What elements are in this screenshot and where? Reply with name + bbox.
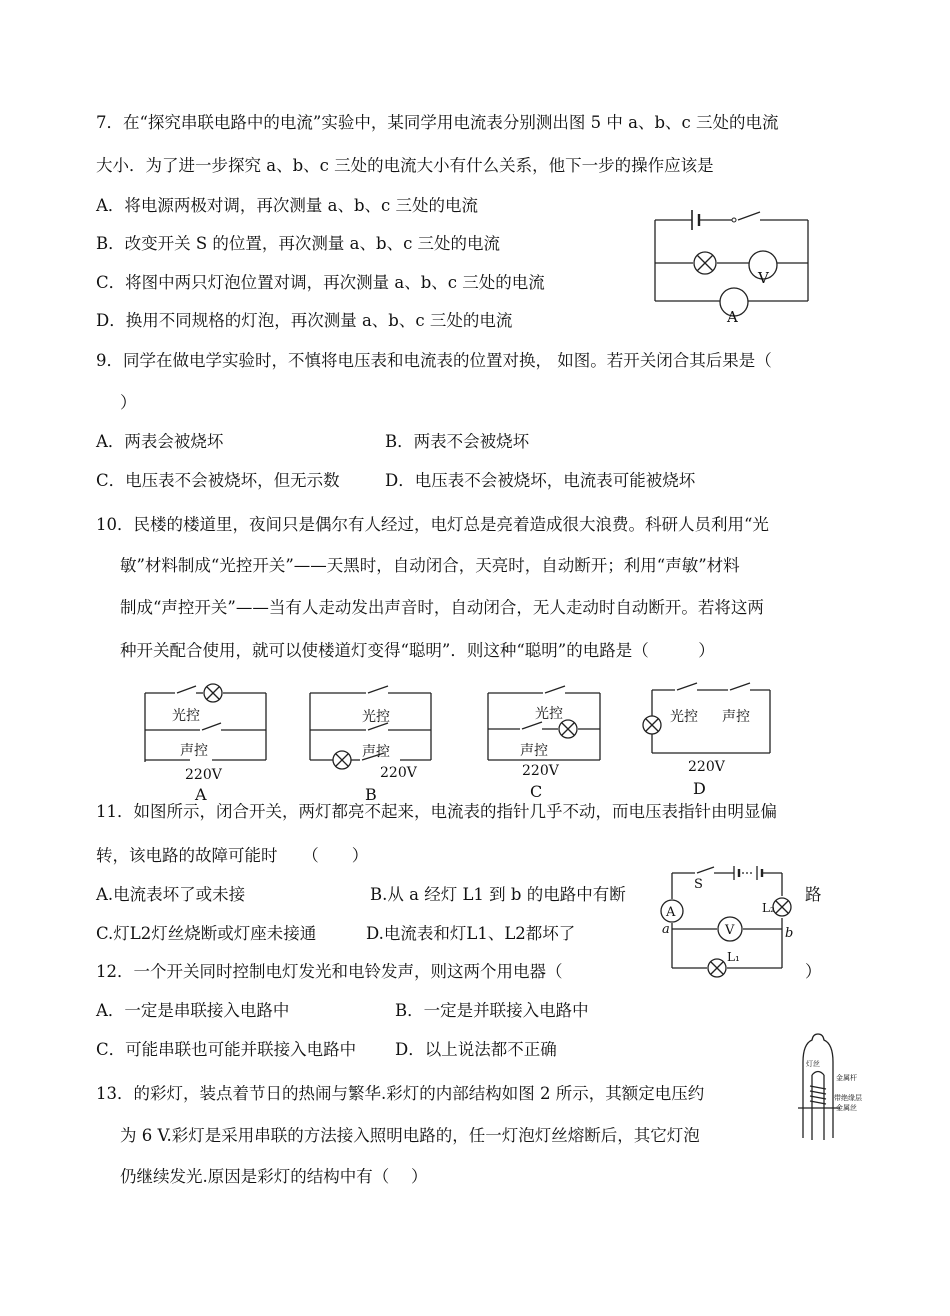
q10-a-voltage: 220V — [185, 767, 222, 783]
q11-option-c: C.灯L2灯丝烧断或灯座未接通 — [96, 924, 317, 943]
q10-a-light-label: 光控 — [172, 708, 200, 724]
q13-stem-line3: 仍继续发光.原因是彩灯的结构中有（ ） — [120, 1167, 428, 1186]
q10-option-a-letter: A — [195, 785, 207, 804]
q10-option-d-letter: D — [693, 779, 706, 798]
q12-option-b: B．一定是并联接入电路中 — [395, 1001, 589, 1020]
q10-b-sound-label: 声控 — [362, 744, 390, 760]
q10-circuit-b — [310, 686, 431, 760]
q11-option-b: B.从 a 经灯 L1 到 b 的电路中有断 — [370, 885, 626, 904]
q9-stem-line1: 9．同学在做电学实验时，不慎将电压表和电流表的位置对换， 如图。若开关闭合其后果是（ — [96, 351, 772, 370]
q9-circuit-wires — [655, 210, 808, 301]
q11-ammeter-label: A — [666, 905, 676, 920]
lamp-icon — [773, 898, 791, 916]
q7-stem-line1: 7．在“探究串联电路中的电流”实验中，某同学用电流表分别测出图 5 中 a、b、c 三处的电流 — [96, 113, 779, 132]
q10-a-sound-label: 声控 — [180, 743, 208, 759]
q10-circuit-d — [652, 683, 770, 753]
voltmeter-label: V — [758, 269, 769, 287]
ammeter-icon — [720, 288, 748, 316]
q13-rod-label: 金属杆 — [836, 1074, 857, 1082]
q13-filament-label: 灯丝 — [806, 1060, 820, 1068]
q11-switch-label: S — [694, 877, 703, 892]
q12-option-c: C．可能串联也可能并联接入电路中 — [96, 1040, 357, 1059]
q7-option-d: D．换用不同规格的灯泡，再次测量 a、b、c 三处的电流 — [96, 311, 513, 330]
q10-circuit-c — [488, 686, 600, 760]
q10-d-voltage: 220V — [688, 759, 725, 775]
q7-option-a: A．将电源两极对调，再次测量 a、b、c 三处的电流 — [96, 196, 479, 215]
q12-stem-close: ） — [805, 962, 822, 981]
ammeter-label: A — [727, 308, 738, 326]
lamp-icon — [559, 720, 577, 738]
ammeter-icon — [661, 900, 683, 922]
q13-insulator-label: 带绝缘层 — [834, 1094, 862, 1102]
q13-wire-label: 金属丝 — [836, 1104, 857, 1112]
voltmeter-icon — [749, 251, 777, 279]
q10-circuit-a — [145, 686, 266, 762]
voltmeter-icon — [718, 917, 742, 941]
q10-d-light-label: 光控 — [670, 709, 698, 725]
q10-d-sound-label: 声控 — [722, 709, 750, 725]
lamp-icon — [643, 716, 661, 734]
q7-option-c: C．将图中两只灯泡位置对调，再次测量 a、b、c 三处的电流 — [96, 273, 545, 292]
q11-voltmeter-label: V — [725, 923, 735, 938]
q11-option-a: A.电流表坏了或未接 — [96, 885, 246, 904]
q7-option-b: B．改变开关 S 的位置，再次测量 a、b、c 三处的电流 — [96, 234, 501, 253]
q9-option-d: D．电压表不会被烧坏，电流表可能被烧坏 — [385, 471, 696, 490]
lamp-icon — [694, 252, 716, 274]
q11-stem-line2: 转，该电路的故障可能时 （ ） — [96, 846, 369, 865]
q10-c-voltage: 220V — [522, 763, 559, 779]
q11-node-a: a — [662, 922, 670, 937]
q10-stem-line3: 制成“声控开关”——当有人走动发出声音时，自动闭合，无人走动时自动断开。若将这两 — [120, 598, 764, 617]
q10-stem-line2: 敏”材料制成“光控开关”——天黑时，自动闭合，天亮时，自动断开；利用“声敏”材料 — [120, 556, 740, 575]
q9-option-b: B．两表不会被烧坏 — [385, 432, 530, 451]
q12-stem-line1: 12．一个开关同时控制电灯发光和电铃发声，则这两个用电器（ — [96, 962, 563, 981]
q13-stem-line1: 13．的彩灯，装点着节日的热闹与繁华.彩灯的内部结构如图 2 所示，其额定电压约 — [96, 1084, 705, 1103]
lamp-icon — [204, 684, 222, 702]
q12-option-a: A．一定是串联接入电路中 — [96, 1001, 290, 1020]
lamp-icon — [333, 751, 351, 769]
q10-b-light-label: 光控 — [362, 709, 390, 725]
q9-option-a: A．两表会被烧坏 — [96, 432, 224, 451]
q11-l1-label: L₁ — [727, 950, 740, 964]
q7-stem-line2: 大小．为了进一步探究 a、b、c 三处的电流大小有什么关系，他下一步的操作应该是 — [96, 156, 714, 175]
q9-option-c: C．电压表不会被烧坏，但无示数 — [96, 471, 340, 490]
q10-c-sound-label: 声控 — [520, 743, 548, 759]
q10-option-c-letter: C — [530, 782, 543, 801]
lamp-icon — [708, 959, 726, 977]
q10-stem-line4: 种开关配合使用，就可以使楼道灯变得“聪明”．则这种“聪明”的电路是（ ） — [120, 641, 715, 660]
q10-b-voltage: 220V — [380, 765, 417, 781]
q10-stem-line1: 10．民楼的楼道里，夜间只是偶尔有人经过，电灯总是亮着造成很大浪费。科研人员利用“光 — [96, 515, 769, 534]
q11-stem-line1: 11．如图所示，闭合开关，两灯都亮不起来，电流表的指针几乎不动，而电压表指针由明显偏 — [96, 802, 777, 821]
q12-option-d: D．以上说法都不正确 — [395, 1040, 557, 1059]
q11-node-b: b — [785, 926, 794, 941]
q13-stem-line2: 为 6 V.彩灯是采用串联的方法接入照明电路的，任一灯泡灯丝熔断后，其它灯泡 — [120, 1126, 700, 1145]
q10-option-b-letter: B — [365, 785, 377, 804]
q9-stem-line2: ） — [120, 393, 137, 412]
q11-l2-label: L₂ — [762, 901, 775, 915]
q11-option-b-tail: 路 — [805, 885, 822, 904]
q10-c-light-label: 光控 — [535, 706, 563, 722]
q11-option-d: D.电流表和灯L1、L2都坏了 — [366, 924, 576, 943]
